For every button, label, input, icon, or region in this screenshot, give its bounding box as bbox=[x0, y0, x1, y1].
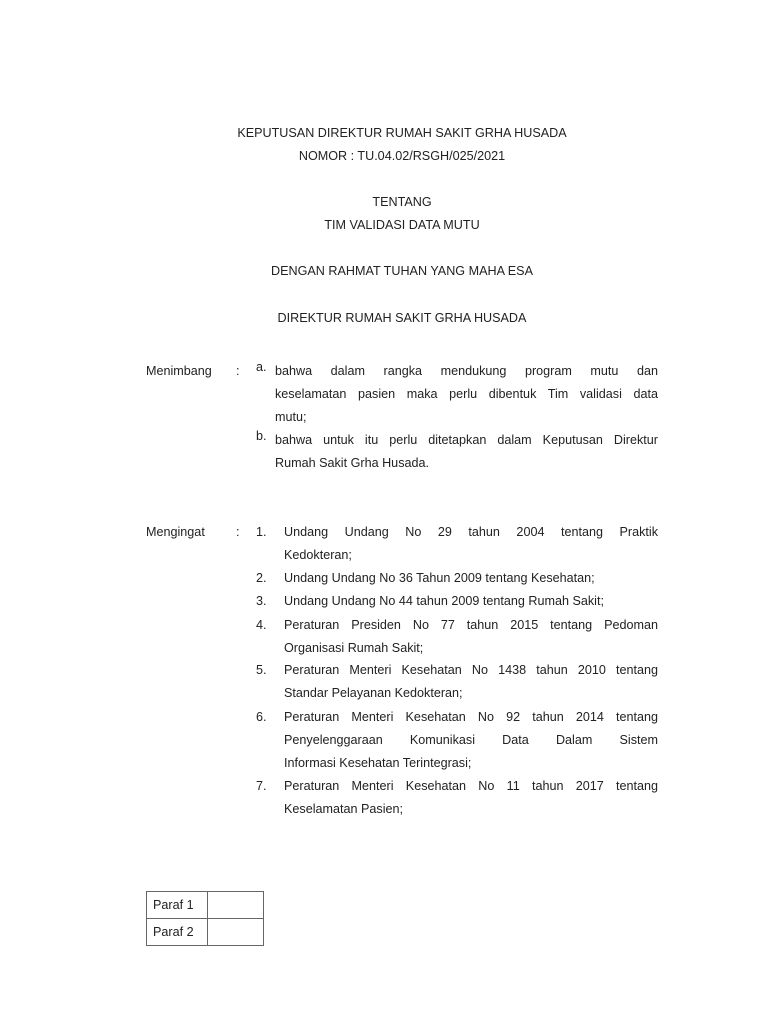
paraf-label: Paraf 2 bbox=[147, 919, 208, 946]
mengingat-2-line: Undang Undang No 36 Tahun 2009 tentang Kesehatan; bbox=[284, 571, 595, 585]
mengingat-marker-1: 1. bbox=[256, 525, 267, 539]
mengingat-item-1 bbox=[284, 521, 658, 567]
mengingat-marker-5: 5. bbox=[256, 663, 267, 677]
mengingat-marker-7: 7. bbox=[256, 779, 267, 793]
mengingat-6-line: Penyelenggaraan Komunikasi Data Dalam Sistem bbox=[284, 733, 658, 747]
mengingat-label: Mengingat bbox=[146, 525, 205, 539]
decree-number: NOMOR : TU.04.02/RSGH/025/2021 bbox=[298, 149, 506, 163]
mengingat-4-line: Organisasi Rumah Sakit; bbox=[284, 641, 424, 655]
mengingat-6-line: Peraturan Menteri Kesehatan No 92 tahun 2014 tentang bbox=[284, 710, 658, 724]
about-heading: TENTANG bbox=[372, 195, 432, 209]
mengingat-marker-2: 2. bbox=[256, 571, 267, 585]
mengingat-item-6 bbox=[284, 706, 658, 775]
mengingat-1-line: Undang Undang No 29 tahun 2004 tentang Praktik bbox=[284, 525, 658, 539]
decree-subject: TIM VALIDASI DATA MUTU bbox=[324, 218, 480, 232]
mengingat-marker-6: 6. bbox=[256, 710, 267, 724]
mengingat-item-5 bbox=[284, 659, 658, 705]
mengingat-7-line: Keselamatan Pasien; bbox=[284, 802, 404, 816]
menimbang-marker-b: b. bbox=[256, 429, 267, 443]
paraf-value-cell bbox=[208, 919, 264, 946]
invocation: DENGAN RAHMAT TUHAN YANG MAHA ESA bbox=[271, 264, 533, 278]
menimbang-a-line: keselamatan pasien maka perlu dibentuk Tim validasi data bbox=[275, 387, 658, 401]
menimbang-b-line: Rumah Sakit Grha Husada. bbox=[275, 456, 429, 470]
paraf-row bbox=[147, 892, 264, 919]
mengingat-item-2 bbox=[284, 567, 658, 590]
menimbang-item-a bbox=[275, 360, 658, 429]
paraf-label: Paraf 1 bbox=[147, 892, 208, 919]
mengingat-3-line: Undang Undang No 44 tahun 2009 tentang Rumah Sakit; bbox=[284, 594, 604, 608]
mengingat-7-line: Peraturan Menteri Kesehatan No 11 tahun 2017 tentang bbox=[284, 779, 658, 793]
menimbang-colon: : bbox=[236, 364, 240, 378]
paraf-row bbox=[147, 919, 264, 946]
mengingat-item-7 bbox=[284, 775, 658, 821]
menimbang-b-line: bahwa untuk itu perlu ditetapkan dalam Keputusan Direktur bbox=[275, 433, 658, 447]
mengingat-6-line: Informasi Kesehatan Terintegrasi; bbox=[284, 756, 472, 770]
issuer: DIREKTUR RUMAH SAKIT GRHA HUSADA bbox=[277, 311, 527, 325]
menimbang-a-line: bahwa dalam rangka mendukung program mutu dan bbox=[275, 364, 658, 378]
mengingat-5-line: Standar Pelayanan Kedokteran; bbox=[284, 686, 463, 700]
paraf-table bbox=[146, 891, 264, 946]
mengingat-item-3 bbox=[284, 590, 658, 613]
menimbang-label: Menimbang bbox=[146, 364, 212, 378]
menimbang-a-line: mutu; bbox=[275, 410, 307, 424]
mengingat-colon: : bbox=[236, 525, 240, 539]
mengingat-marker-4: 4. bbox=[256, 618, 267, 632]
menimbang-item-b bbox=[275, 429, 658, 475]
paraf-value-cell bbox=[208, 892, 264, 919]
mengingat-marker-3: 3. bbox=[256, 594, 267, 608]
decree-title: KEPUTUSAN DIREKTUR RUMAH SAKIT GRHA HUSADA bbox=[237, 126, 567, 140]
menimbang-marker-a: a. bbox=[256, 360, 267, 374]
mengingat-1-line: Kedokteran; bbox=[284, 548, 352, 562]
mengingat-5-line: Peraturan Menteri Kesehatan No 1438 tahun 2010 tentang bbox=[284, 663, 658, 677]
mengingat-4-line: Peraturan Presiden No 77 tahun 2015 tentang Pedoman bbox=[284, 618, 658, 632]
mengingat-item-4 bbox=[284, 614, 658, 660]
